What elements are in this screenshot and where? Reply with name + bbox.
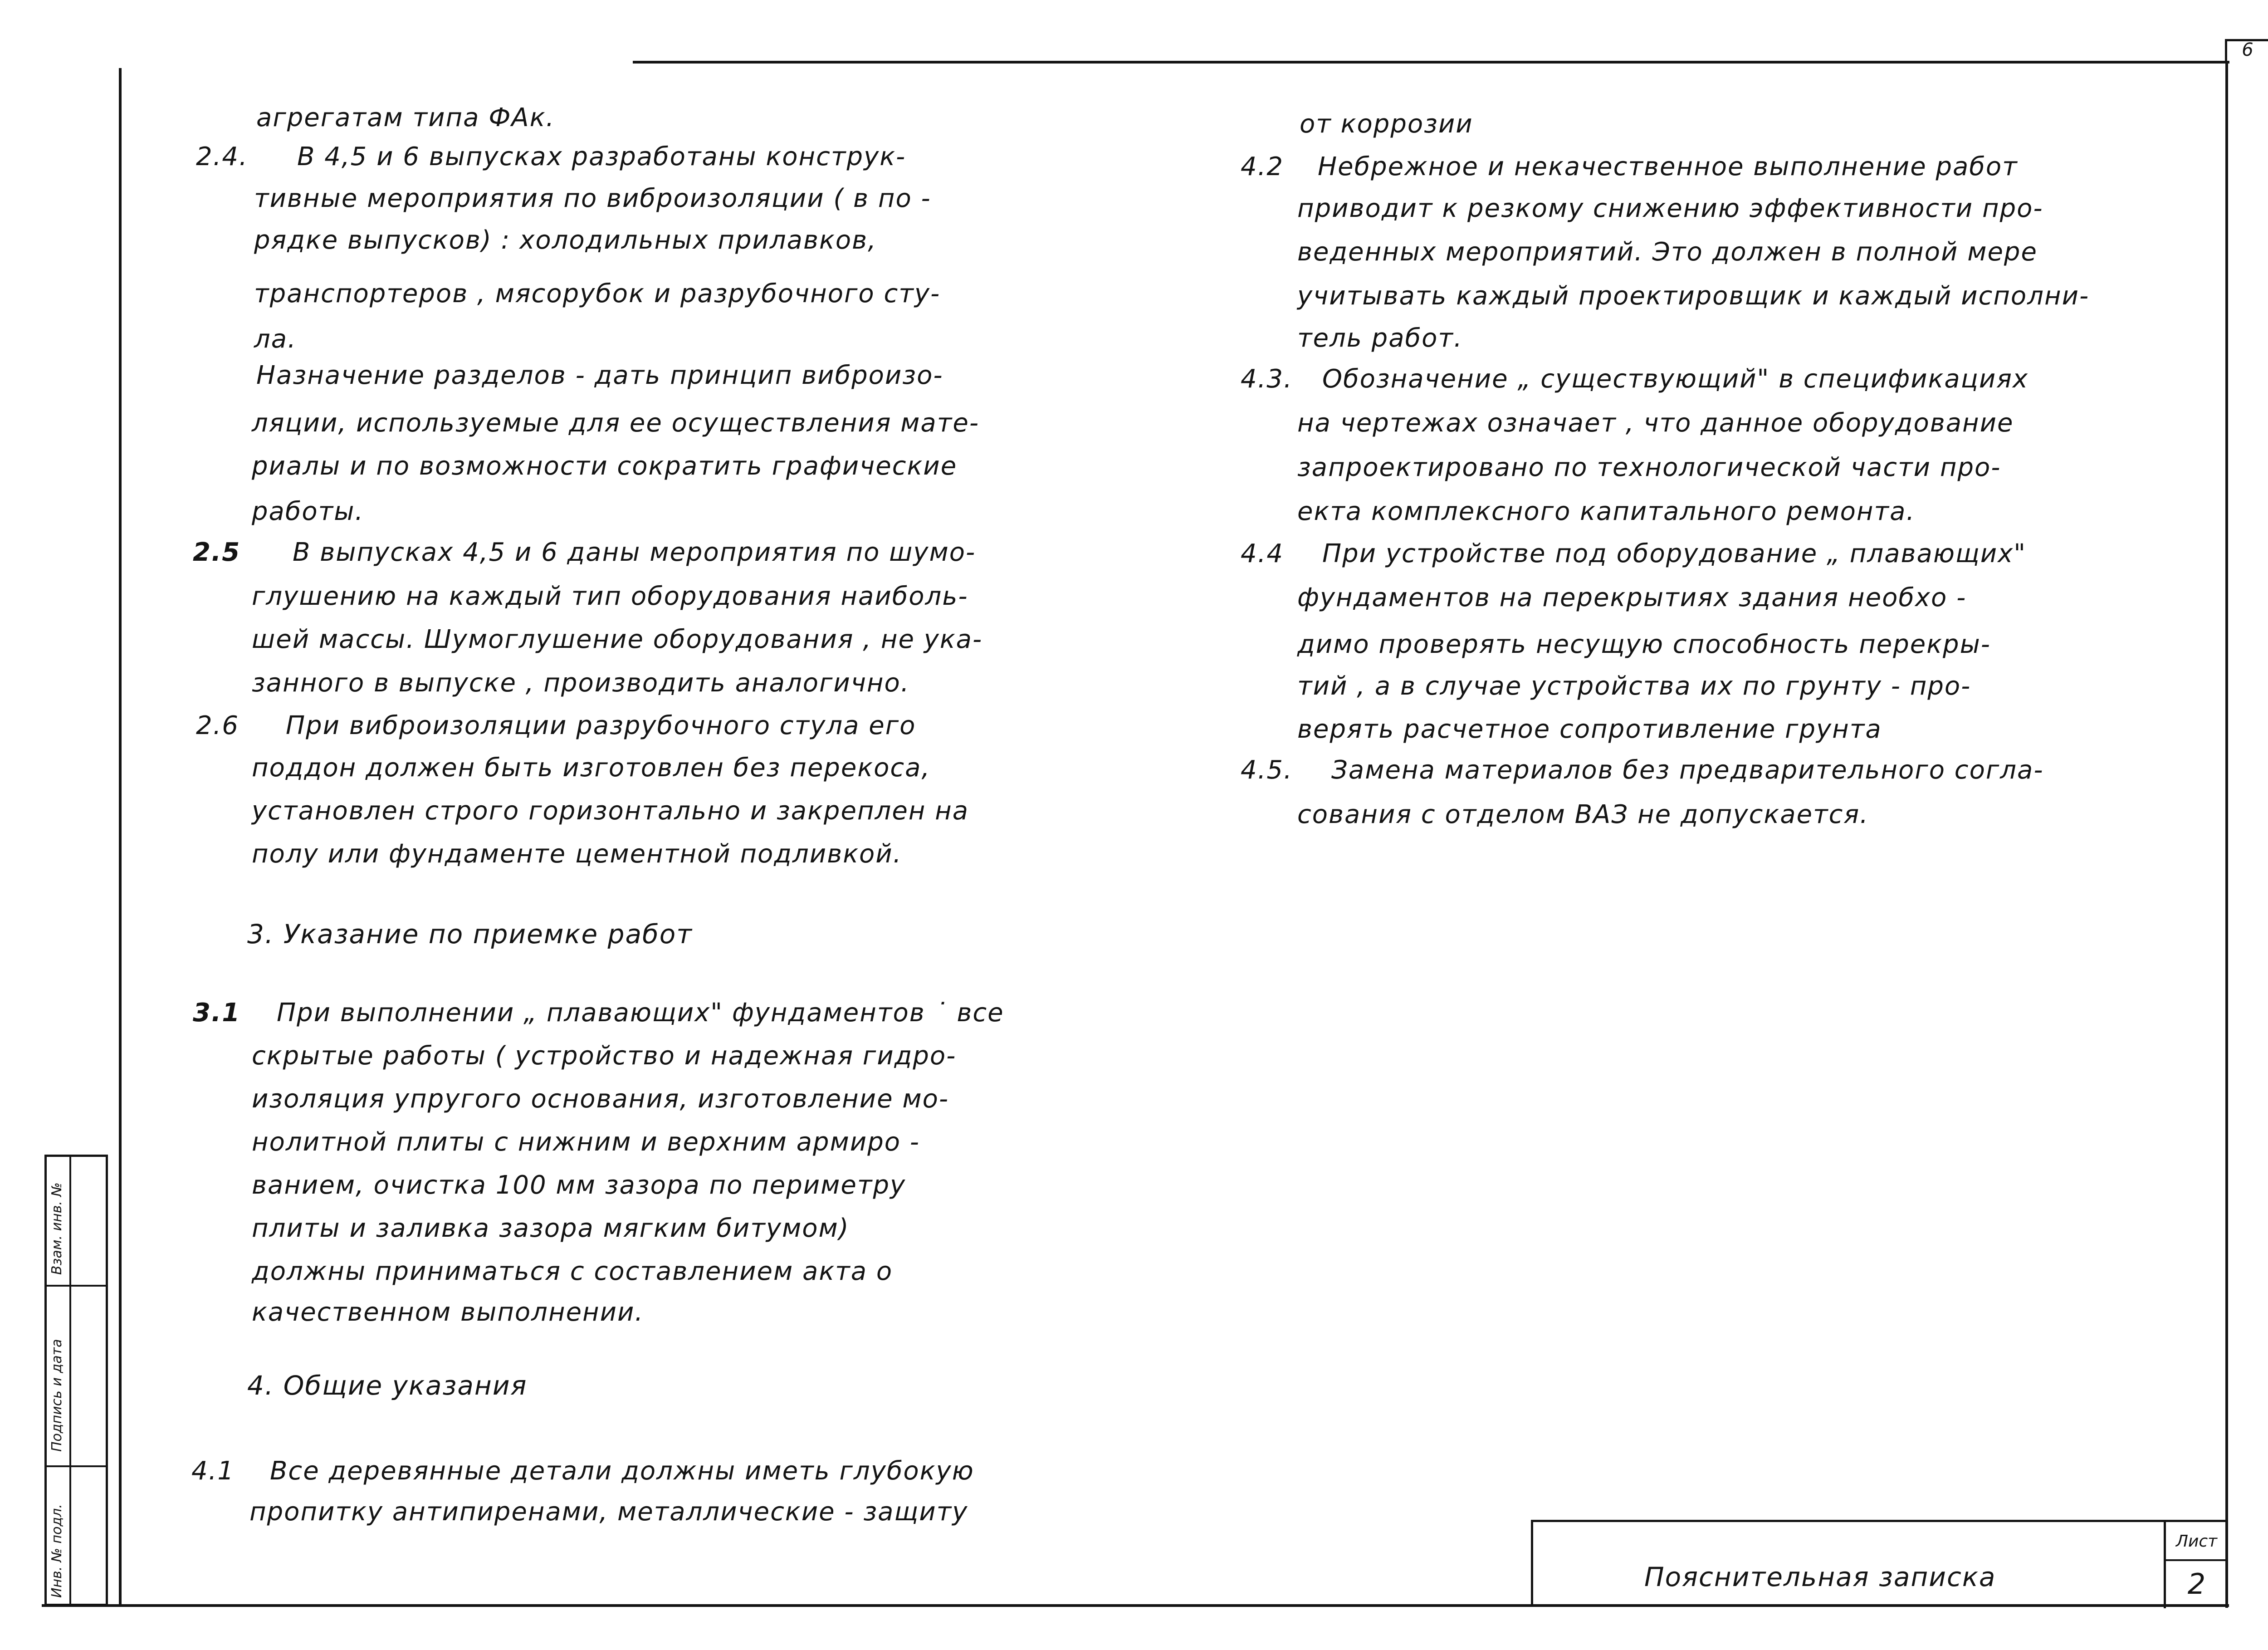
left-line-26: качественном выполнении. bbox=[252, 1297, 644, 1327]
title-block-sheet-row bbox=[2164, 1559, 2228, 1561]
right-line-11: При устройстве под оборудование „ плавающих" bbox=[1322, 539, 2027, 568]
side-stamp-row-2 bbox=[47, 1465, 108, 1467]
frame-right-line bbox=[2225, 61, 2228, 1608]
right-line-3: приводит к резкому снижению эффективности про- bbox=[1297, 194, 2043, 223]
side-stamp-divider bbox=[69, 1157, 71, 1606]
left-line-7: Назначение разделов - дать принцип виброизо- bbox=[256, 361, 943, 390]
left-line-29: Все деревянные детали должны иметь глубокую bbox=[270, 1456, 974, 1486]
side-stamp-inv-label: Инв. № подл. bbox=[49, 1504, 65, 1598]
section-number-4-4: 4.4 bbox=[1241, 539, 1284, 568]
frame-left-line bbox=[119, 68, 122, 1606]
right-line-16: Замена материалов без предварительного согла- bbox=[1331, 755, 2044, 785]
left-line-5: транспортеров , мясорубок и разрубочного сту- bbox=[254, 279, 941, 308]
left-line-18: полу или фундаменте цементной подливкой. bbox=[252, 839, 902, 869]
left-line-24: плиты и заливка зазора мягким битумом) bbox=[252, 1214, 850, 1243]
sheet-number: 2 bbox=[2187, 1567, 2206, 1601]
left-line-4: рядке выпусков) : холодильных прилавков, bbox=[254, 225, 877, 255]
left-line-20: скрытые работы ( устройство и надежная гидро- bbox=[252, 1041, 957, 1071]
left-line-25: должны приниматься с составлением акта о bbox=[252, 1257, 893, 1286]
right-line-10: екта комплексного капитального ремонта. bbox=[1297, 497, 1916, 526]
title-block-title: Пояснительная записка bbox=[1644, 1562, 1996, 1592]
left-line-22: нолитной плиты с нижним и верхним армиро - bbox=[252, 1127, 920, 1157]
section-number-4-1: 4.1 bbox=[191, 1456, 235, 1486]
page-marker: 6 bbox=[2242, 39, 2253, 60]
title-block bbox=[1531, 1520, 2228, 1607]
sheet-label: Лист bbox=[2175, 1532, 2218, 1551]
left-line-3: тивные мероприятия по виброизоляции ( в по - bbox=[254, 184, 931, 213]
section-number-4-2: 4.2 bbox=[1241, 152, 1284, 181]
left-line-13: шей массы. Шумоглушение оборудования , не ука- bbox=[252, 625, 983, 654]
right-line-6: тель работ. bbox=[1297, 323, 1463, 353]
right-line-8: на чертежах означает , что данное оборудование bbox=[1297, 408, 2014, 438]
left-line-6: ла. bbox=[254, 324, 297, 354]
section-heading-4: 4. Общие указания bbox=[247, 1370, 528, 1401]
right-line-15: верять расчетное сопротивление грунта bbox=[1297, 715, 1882, 744]
frame-top-line bbox=[633, 61, 2229, 64]
right-line-12: фундаментов на перекрытиях здания необхо - bbox=[1297, 583, 1967, 612]
left-line-11: В выпусках 4,5 и 6 даны мероприятия по шумо- bbox=[293, 538, 976, 567]
left-line-8: ляции, используемые для ее осуществления мате- bbox=[252, 408, 980, 438]
section-heading-3: 3. Указание по приемке работ bbox=[247, 919, 693, 950]
side-stamp-replace-label: Взам. инв. № bbox=[49, 1182, 65, 1275]
right-line-13: димо проверять несущую способность перекры- bbox=[1297, 630, 1991, 659]
left-line-19: При выполнении „ плавающих" фундаментов ˙ все bbox=[277, 998, 1004, 1028]
section-number-2-4: 2.4. bbox=[196, 142, 248, 171]
left-line-2: В 4,5 и 6 выпусках разработаны конструк- bbox=[297, 142, 906, 171]
left-line-21: изоляция упругого основания, изготовление мо- bbox=[252, 1084, 949, 1114]
left-line-17: установлен строго горизонтально и закреплен на bbox=[252, 796, 969, 826]
left-line-12: глушению на каждый тип оборудования наиболь- bbox=[252, 582, 968, 611]
right-line-14: тий , а в случае устройства их по грунту - про- bbox=[1297, 671, 1971, 701]
section-number-4-5: 4.5. bbox=[1241, 755, 1293, 785]
left-line-15: При виброизоляции разрубочного стула его bbox=[286, 711, 916, 740]
right-line-1: от коррозии bbox=[1300, 109, 1473, 139]
section-number-4-3: 4.3. bbox=[1241, 364, 1293, 394]
left-line-30: пропитку антипиренами, металлические - защиту bbox=[249, 1497, 968, 1527]
side-stamp-signature-label: Подпись и дата bbox=[49, 1339, 65, 1452]
left-line-10: работы. bbox=[252, 497, 364, 526]
left-line-9: риалы и по возможности сократить графические bbox=[252, 451, 958, 481]
left-line-14: занного в выпуске , производить аналогично. bbox=[252, 668, 910, 698]
right-line-7: Обозначение „ существующий" в спецификациях bbox=[1322, 364, 2029, 394]
left-line-1: агрегатам типа ФАк. bbox=[256, 103, 555, 132]
side-stamp-row-1 bbox=[47, 1285, 108, 1287]
section-number-3-1: 3.1 bbox=[193, 998, 241, 1028]
section-number-2-5: 2.5 bbox=[193, 538, 241, 567]
section-number-2-6: 2.6 bbox=[196, 711, 240, 740]
left-line-23: ванием, очистка 100 мм зазора по периметру bbox=[252, 1170, 906, 1200]
right-line-2: Небрежное и некачественное выполнение работ bbox=[1318, 152, 2018, 181]
right-line-5: учитывать каждый проектировщик и каждый исполни- bbox=[1297, 281, 2090, 311]
right-line-9: запроектировано по технологической части про- bbox=[1297, 453, 2001, 482]
left-line-16: поддон должен быть изготовлен без перекоса, bbox=[252, 753, 931, 783]
right-line-4: веденных мероприятий. Это должен в полной мере bbox=[1297, 237, 2038, 267]
page-marker-box bbox=[2225, 39, 2268, 61]
right-line-17: сования с отделом ВАЗ не допускается. bbox=[1297, 800, 1869, 829]
